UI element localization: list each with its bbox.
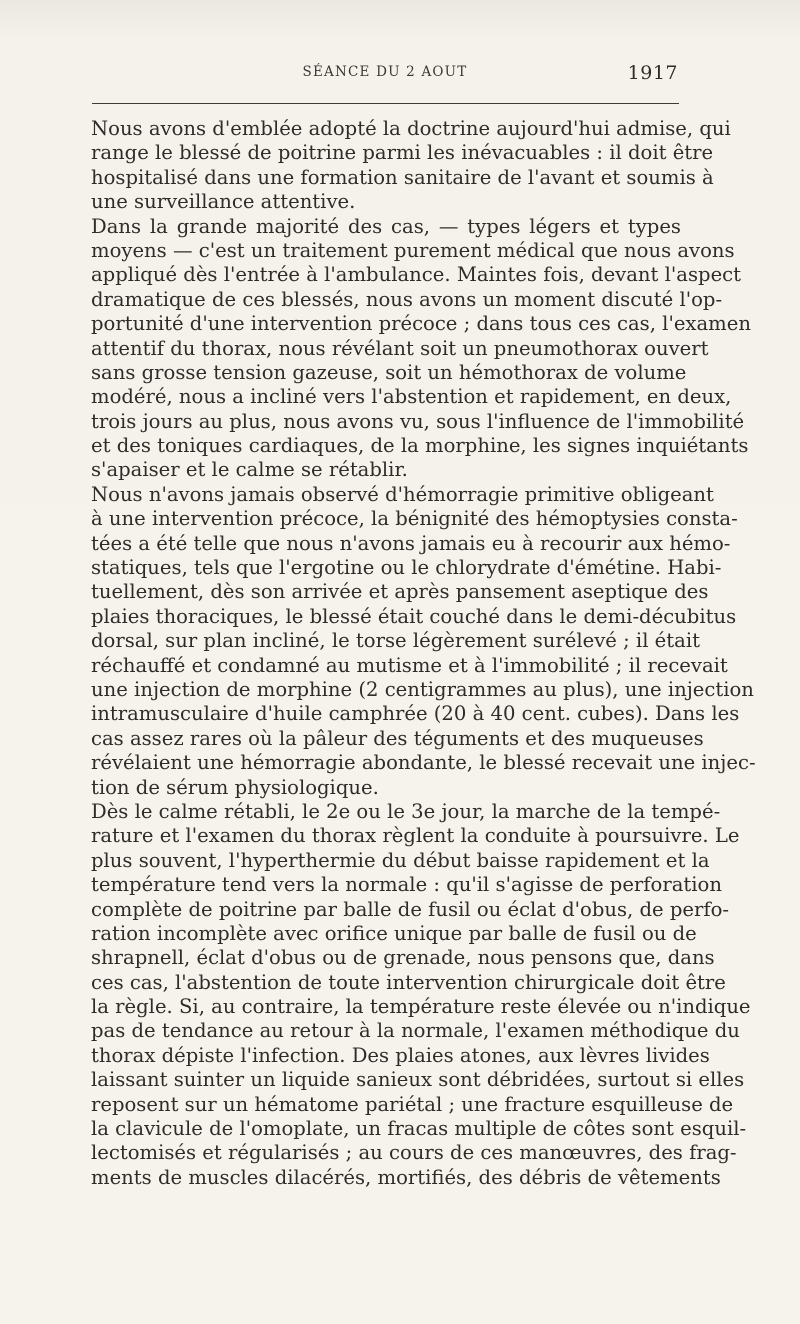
paragraph bbox=[91, 799, 751, 1190]
text-line: et des toniques cardiaques, de la morphine, les signes inquiétants bbox=[91, 434, 749, 458]
text-line: range le blessé de poitrine parmi les inévacuables : il doit être bbox=[91, 141, 714, 165]
text-line: shrapnell, éclat d'obus ou de grenade, nous pensons que, dans bbox=[91, 946, 715, 970]
text-line: statiques, tels que l'ergotine ou le chlorydrate d'émétine. Habi- bbox=[91, 556, 722, 580]
text-line: rature et l'examen du thorax règlent la conduite à poursuivre. Le bbox=[91, 824, 740, 848]
paragraph bbox=[91, 214, 751, 483]
text-line: laissant suinter un liquide sanieux sont débridées, surtout si elles bbox=[91, 1068, 745, 1092]
text-line: température tend vers la normale : qu'il s'agisse de perforation bbox=[91, 873, 722, 897]
text-line: Dans la grande majorité des cas, — types légers et types bbox=[91, 214, 681, 238]
text-line: ces cas, l'abstention de toute intervention chirurgicale doit être bbox=[91, 970, 726, 994]
paragraph bbox=[91, 482, 756, 800]
body-text bbox=[91, 117, 756, 1190]
text-line: portunité d'une intervention précoce ; dans tous ces cas, l'examen bbox=[91, 312, 751, 336]
text-line: tées a été telle que nous n'avons jamais eu à recourir aux hémo- bbox=[91, 531, 731, 555]
text-line: pas de tendance au retour à la normale, l'examen méthodique du bbox=[91, 1019, 740, 1043]
text-line: ration incomplète avec orifice unique par balle de fusil ou de bbox=[91, 921, 697, 945]
text-line: intramusculaire d'huile camphrée (20 à 40 cent. cubes). Dans les bbox=[91, 702, 740, 726]
text-line: reposent sur un hématome pariétal ; une fracture esquilleuse de bbox=[91, 1092, 734, 1116]
text-line: lectomisés et régularisés ; au cours de ces manœuvres, des frag- bbox=[91, 1141, 737, 1165]
text-line: à une intervention précoce, la bénignité des hémoptysies consta- bbox=[91, 507, 738, 531]
text-line: plus souvent, l'hyperthermie du début baisse rapidement et la bbox=[91, 848, 710, 872]
text-line: thorax dépiste l'infection. Des plaies atones, aux lèvres livides bbox=[91, 1043, 710, 1067]
text-line: tion de sérum physiologique. bbox=[91, 775, 379, 799]
paragraph bbox=[91, 117, 731, 215]
text-line: trois jours au plus, nous avons vu, sous l'influence de l'immobilité bbox=[91, 409, 745, 433]
text-line: une surveillance attentive. bbox=[91, 190, 356, 214]
text-line: dramatique de ces blessés, nous avons un moment discuté l'op- bbox=[91, 287, 723, 311]
text-line: tuellement, dès son arrivée et après pansement aseptique des bbox=[91, 580, 709, 604]
text-line: la clavicule de l'omoplate, un fracas multiple de côtes sont esquil- bbox=[91, 1117, 747, 1141]
text-line: hospitalisé dans une formation sanitaire de l'avant et soumis à bbox=[91, 165, 714, 189]
text-line: appliqué dès l'entrée à l'ambulance. Maintes fois, devant l'aspect bbox=[91, 263, 742, 287]
text-line: réchauffé et condamné au mutisme et à l'immobilité ; il recevait bbox=[91, 653, 728, 677]
text-line: sans grosse tension gazeuse, soit un hémothorax de volume bbox=[91, 360, 687, 384]
text-line: Dès le calme rétabli, le 2e ou le 3e jour, la marche de la tempé- bbox=[91, 799, 721, 823]
text-line: cas assez rares où la pâleur des téguments et des muqueuses bbox=[91, 726, 704, 750]
text-line: Nous avons d'emblée adopté la doctrine aujourd'hui admise, qui bbox=[91, 117, 731, 140]
page-number: 1917 bbox=[627, 62, 678, 84]
text-line: complète de poitrine par balle de fusil ou éclat d'obus, de perfo- bbox=[91, 897, 730, 921]
text-line: moyens — c'est un traitement purement médical que nous avons bbox=[91, 238, 735, 262]
text-line: ments de muscles dilacérés, mortifiés, des débris de vêtements bbox=[91, 1165, 721, 1189]
text-line: dorsal, sur plan incliné, le torse légèrement surélevé ; il était bbox=[91, 629, 700, 653]
text-line: s'apaiser et le calme se rétablir. bbox=[91, 458, 408, 482]
text-line: modéré, nous a incliné vers l'abstention et rapidement, en deux, bbox=[91, 385, 732, 409]
text-line: Nous n'avons jamais observé d'hémorragie primitive obligeant bbox=[91, 482, 714, 506]
text-line: attentif du thorax, nous révélant soit un pneumothorax ouvert bbox=[91, 336, 709, 360]
header-rule bbox=[92, 103, 679, 104]
text-line: la règle. Si, au contraire, la température reste élevée ou n'indique bbox=[91, 995, 751, 1019]
text-line: révélaient une hémorragie abondante, le blessé recevait une injec- bbox=[91, 751, 756, 775]
running-head: SÉANCE DU 2 AOUT bbox=[302, 64, 468, 80]
text-line: une injection de morphine (2 centigrammes au plus), une injection bbox=[91, 677, 754, 701]
text-line: plaies thoraciques, le blessé était couché dans le demi-décubitus bbox=[91, 604, 737, 628]
page-header bbox=[92, 62, 678, 96]
